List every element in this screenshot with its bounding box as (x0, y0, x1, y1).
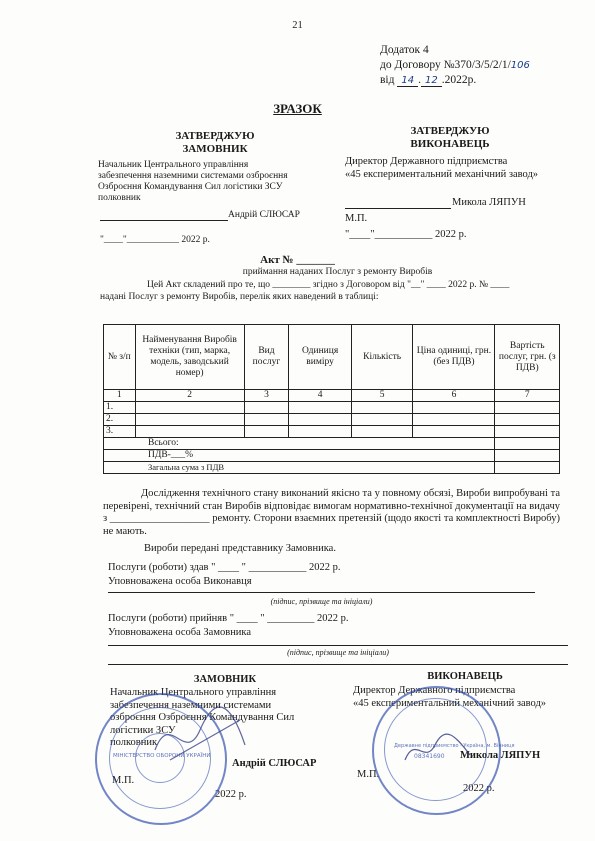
footer-customer-line1: Начальник Центрального управління (110, 687, 277, 698)
contractor-date: "____"___________ 2022 р. (345, 229, 467, 240)
date-suffix: .2022р. (441, 74, 477, 86)
contractor-stamp-inner-ring (384, 698, 487, 801)
footer-contractor-line2: «45 експериментальний механічний завод» (353, 698, 547, 709)
contractor-stamp-text: Державне підприємство · Україна, м. Вінниця (394, 743, 515, 749)
customer-position-line1: Начальник Центрального управління (98, 160, 249, 170)
body-paragraph-1: Дослідження технічного стану виконаний якісно та у повному обсязі, Вироби випробувані та перевірені, технічний стан Виробів відповідає вимогам нормативно-технічної документації на видачу з ___________________ ремонту. Сторони взаємних претензій (щодо якості та комплектності Виробу) не мають. (103, 488, 560, 537)
customer-position-line4: полковник (98, 193, 141, 203)
table-header-row (104, 325, 560, 390)
table-number-row (104, 390, 560, 402)
col-number-2: 2 (135, 390, 244, 402)
table-vat-row (104, 450, 560, 462)
accepted-by: Уповноважена особа Замовника (108, 627, 252, 638)
col-number-1: 1 (104, 390, 136, 402)
customer-position-line2: забезпечення наземними системами озброєння (98, 171, 288, 181)
row-index: 2. (104, 414, 136, 426)
addendum-block: Додаток 4 до Договору №370/3/5/2/1/106 від 14 . 12 .2022р. (380, 44, 530, 86)
col-header-service-cost: Вартість послуг, грн. (з ПДВ) (495, 325, 560, 390)
contractor-position-line2: «45 експериментальний механічний завод» (345, 169, 539, 180)
footer-contractor-date: 2022 р. (463, 783, 495, 794)
footer-customer-mp: М.П. (112, 775, 135, 786)
footer-customer-name: Андрій СЛЮСАР (232, 758, 317, 769)
act-intro-line1: Цей Акт складений про те, що ________ згідно з Договором від "__" ____ 2022 р. № ____ (147, 280, 510, 290)
footer-customer-line4: логістики ЗСУ (110, 724, 176, 736)
table-row (104, 414, 560, 426)
footer-customer-line2: забезпечення наземними системами (110, 699, 272, 711)
addendum-line2: до Договору №370/3/5/2/1/ (380, 59, 511, 71)
contractor-stamp-code: 08341690 (414, 753, 445, 760)
contractor-mp: М.П. (345, 213, 368, 224)
col-header-unit-price: Ціна одиниці, грн. (без ПДВ) (413, 325, 495, 390)
col-header-item: Найменування Виробів техніки (тип, марка, модель, заводський номер) (135, 325, 244, 390)
date-month-handwritten: 12 (421, 75, 442, 87)
footer-customer-line3: озброєння Озброєння Командування Сил (110, 712, 295, 723)
accepted-signature-line (108, 645, 568, 646)
sample-title: ЗРАЗОК (273, 101, 322, 116)
contractor-approve: ЗАТВЕРДЖУЮ (410, 125, 490, 137)
page-number: 21 (292, 20, 303, 31)
col-header-quantity: Кількість (351, 325, 413, 390)
table-total-row (104, 438, 560, 450)
total-vat-label: Загальна сума з ПДВ (104, 462, 495, 474)
contractor-role: ВИКОНАВЕЦЬ (410, 138, 490, 150)
col-header-service-type: Вид послуг (244, 325, 289, 390)
table-row (104, 402, 560, 414)
body-paragraph-2: Вироби передані представнику Замовника. (144, 543, 336, 554)
contractor-position (345, 155, 538, 181)
footer-customer-date: 2022 р. (215, 789, 247, 800)
customer-stamp-text: МІНІСТЕРСТВО ОБОРОНИ УКРАЇНИ (113, 753, 211, 759)
contractor-position-line1: Директор Державного підприємства (345, 156, 508, 167)
customer-signature-line (100, 220, 228, 221)
col-number-4: 4 (289, 390, 352, 402)
act-title: Акт № _______ (260, 254, 335, 266)
customer-name: Андрій СЛЮСАР (228, 210, 300, 220)
date-prefix: від (380, 74, 395, 86)
customer-position-line3: Озброєння Командування Сил логістики ЗСУ (98, 182, 283, 192)
footer-customer-line5: полковник (110, 737, 158, 748)
customer-approve: ЗАТВЕРДЖУЮ (175, 130, 255, 142)
table-row (104, 426, 560, 438)
act-subtitle: приймання наданих Послуг з ремонту Виробів (242, 267, 433, 277)
footer-contractor-name: Микола ЛЯПУН (460, 750, 541, 761)
addendum-line1: Додаток 4 (380, 44, 429, 56)
footer-divider (108, 664, 568, 665)
sig-caption-2: (підпис, прізвище та ініціали) (287, 648, 389, 657)
col-number-3: 3 (244, 390, 289, 402)
footer-contractor-line1: Директор Державного підприємства (353, 685, 516, 696)
date-day-handwritten: 14 (397, 75, 418, 87)
contract-suffix-handwritten: 106 (510, 60, 530, 71)
col-header-number: № з/п (104, 325, 136, 390)
table-total-vat-row (104, 462, 560, 474)
accepted-line: Послуги (роботи) прийняв " ____ " _________ 2022 р. (108, 613, 349, 624)
vat-label: ПДВ-___% (104, 450, 495, 462)
footer-contractor-role: ВИКОНАВЕЦЬ (427, 671, 503, 682)
footer-customer-role: ЗАМОВНИК (193, 674, 257, 685)
handed-signature-line (108, 592, 535, 593)
handed-line: Послуги (роботи) здав " ____ " ___________ 2022 р. (108, 562, 341, 573)
customer-position (98, 160, 288, 204)
col-number-5: 5 (351, 390, 413, 402)
contractor-stamp (372, 686, 515, 815)
total-label: Всього: (104, 438, 495, 450)
customer-stamp (95, 693, 227, 825)
row-index: 1. (104, 402, 136, 414)
row-index: 3. (104, 426, 136, 438)
customer-date: "____"___________ 2022 р. (100, 235, 210, 245)
contractor-name: Микола ЛЯПУН (452, 197, 526, 208)
handed-by: Уповноважена особа Виконавця (108, 576, 252, 587)
col-number-6: 6 (413, 390, 495, 402)
services-table (103, 324, 560, 474)
footer-contractor-mp: М.П. (357, 769, 380, 780)
col-number-7: 7 (495, 390, 560, 402)
act-intro-line2: надані Послуг з ремонту Виробів, перелік яких наведений в таблиці: (100, 292, 379, 302)
sig-caption-1: (підпис, прізвище та ініціали) (270, 597, 373, 606)
customer-role: ЗАМОВНИК (182, 143, 248, 155)
contractor-signature-line (345, 208, 451, 209)
col-header-unit: Одиниця виміру (289, 325, 352, 390)
